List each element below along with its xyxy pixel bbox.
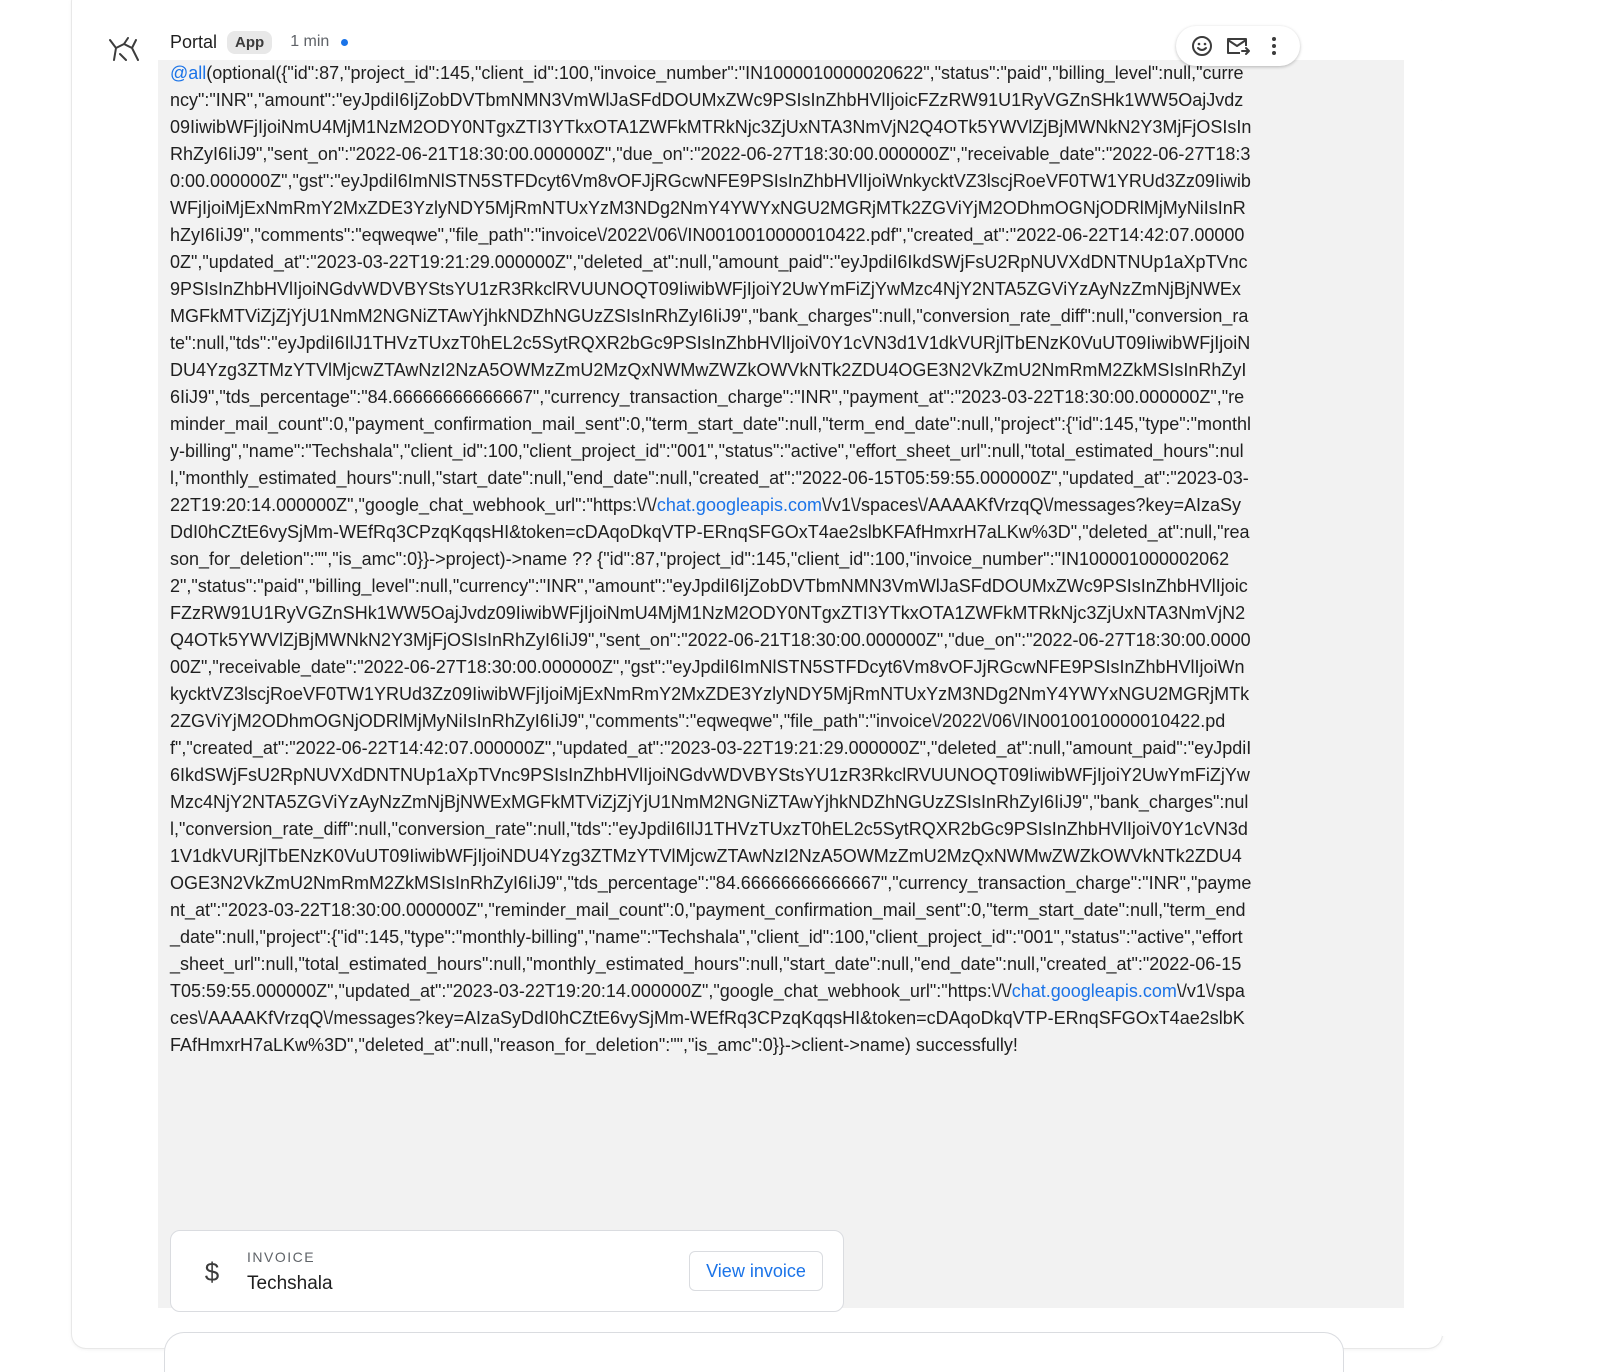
bot-avatar-icon[interactable] <box>104 30 144 70</box>
dollar-icon: $ <box>204 1257 220 1287</box>
forward-to-inbox-icon[interactable] <box>1224 32 1252 60</box>
view-invoice-button[interactable]: View invoice <box>689 1251 823 1291</box>
more-vert-icon[interactable] <box>1260 32 1288 60</box>
left-gutter <box>0 0 72 1336</box>
message-segment: \/v1\/spaces\/AAAAKfVrzqQ\/messages?key=AIzaSyDdI0hCZtE6vySjMm-WEfRq3CPzqKqqsHI&token=cDAqoDkqVTP-ERnqSFGOxT4ae2slbKFAfHmxrH7aLKw%3D","deleted_at":null,"reason_for_deletion":"","is_amc":0}}->client->name) successfully! <box>170 981 1245 1055</box>
message-timestamp: 1 min <box>290 33 330 50</box>
invoice-card <box>170 1230 844 1312</box>
invoice-label: INVOICE <box>247 1249 316 1265</box>
message-body <box>170 60 1252 1059</box>
message-header <box>170 28 348 56</box>
unread-dot-icon <box>341 39 348 46</box>
invoice-project-name: Techshala <box>247 1273 333 1294</box>
emoji-icon[interactable] <box>1188 32 1216 60</box>
right-gutter <box>1442 0 1616 1336</box>
message-link[interactable]: chat.googleapis.com <box>656 495 823 515</box>
message-segment: (optional({"id":87,"project_id":145,"client_id":100,"invoice_number":"IN1000010000020622","status":"paid","billing_level":null,"currency":"INR","amount":"eyJpdiI6IjZobDVTbmNMN3VmWlJaSFdDOUMxZWc9PSIsInZhbHVlIjoicFZzRW91U1RyVGZnSHk1WW5OajJvdz09IiwibWFjIjoiNmU4MjM1NzM2ODY0NTgxZTI3YTkxOTA1ZWFkMTRkNjc3ZjUxNTA3NmVjN2Q4OTk5YWVlZjBjMWNkN2Y3MjFjOSIsInRhZyI6IiJ9","sent_on":"2022-06-21T18:30:00.000000Z","due_on":"2022-06-27T18:30:00.000000Z","receivable_date":"2022-06-27T18:30:00.000000Z","gst":"eyJpdiI6ImNlSTN5STFDcyt6Vm8vOFJjRGcwNFE9PSIsInZhbHVlIjoiWnkycktVZ3lscjRoeVF0TW1YRUd3Zz09IiwibWFjIjoiMjExNmRmY2MxZDE3YzlyNDY5MjRmNTUxYzM3NDg2NmY4YWYxNGU2MGRjMTk2ZGViYjM2ODhmOGNjODRlMjMyNiIsInRhZyI6IiJ9","comments":"eqweqwe","file_path":"invoice\/2022\/06\/IN0010010000010422.pdf","created_at":"2022-06-22T14:42:07.000000Z","updated_at":"2023-03-22T19:21:29.000000Z","deleted_at":null,"amount_paid":"eyJpdiI6IkdSWjFsU2RpNUVXdDNTNUp1aXpTVnc9PSIsInZhbHVlIjoiNGdvWDVBYStsYU1zR3RkclRVUUNOQT09IiwibWFjIjoiY2UwYmFiZjYwMzc4NjY2NTA5ZGViYzAyNzZmNjBjNWExMGFkMTViZjZjYjU1NmM2NGNiZTAwYjhkNDZhNGUzZSIsInRhZyI6IiJ9","bank_charges":null,"conversion_rate_diff":null,"conversion_rate":null,"tds":"eyJpdiI6IlJ1THVzTUxzT0hEL2c5SytRQXR2bGc9PSIsInZhbHVlIjoiV0Y1cVN3d1V1dkVURjlTbENzK0VuUT09IiwibWFjIjoiNDU4Yzg3ZTMzYTVlMjcwZTAwNzI2NzA5OWMzZmU2MzQxNWMwZWZkOWVkNTk2ZDU4OGE3N2VkZmU2NmRmM2ZkMSIsInRhZyI6IiJ9","tds_percentage":"84.66666666666667","currency_transaction_charge":"INR","payment_at":"2023-03-22T18:30:00.000000Z","reminder_mail_count":0,"payment_confirmation_mail_sent":0,"term_start_date":null,"term_end_date":null,"project":{"id":145,"type":"monthly-billing","name":"Techshala","client_id":100,"client_project_id":"001","status":"active","effort_sheet_url":null,"total_estimated_hours":null,"monthly_estimated_hours":null,"start_date":null,"end_date":null,"created_at":"2022-06-15T05:59:55.000000Z","updated_at":"2023-03-22T19:20:14.000000Z","google_chat_webhook_url":"https:\/\/ <box>170 63 1252 515</box>
sender-name[interactable]: Portal <box>170 31 218 52</box>
app-badge: App <box>227 31 272 54</box>
reply-composer[interactable] <box>164 1332 1344 1372</box>
mention-all[interactable]: @all <box>170 63 207 83</box>
message-segment: \/v1\/spaces\/AAAAKfVrzqQ\/messages?key=AIzaSyDdI0hCZtE6vySjMm-WEfRq3CPzqKqqsHI&token=cDAqoDkqVTP-ERnqSFGOxT4ae2slbKFAfHmxrH7aLKw%3D","deleted_at":null,"reason_for_deletion":"","is_amc":0}}->project)->name ?? {"id":87,"project_id":145,"client_id":100,"invoice_number":"IN1000010000020622","status":"paid","billing_level":null,"currency":"INR","amount":"eyJpdiI6IjZobDVTbmNMN3VmWlJaSFdDOUMxZWc9PSIsInZhbHVlIjoicFZzRW91U1RyVGZnSHk1WW5OajJvdz09IiwibWFjIjoiNmU4MjM1NzM2ODY0NTgxZTI3YTkxOTA1ZWFkMTRkNjc3ZjUxNTA3NmVjN2Q4OTk5YWVlZjBjMWNkN2Y3MjFjOSIsInRhZyI6IiJ9","sent_on":"2022-06-21T18:30:00.000000Z","due_on":"2022-06-27T18:30:00.000000Z","receivable_date":"2022-06-27T18:30:00.000000Z","gst":"eyJpdiI6ImNlSTN5STFDcyt6Vm8vOFJjRGcwNFE9PSIsInZhbHVlIjoiWnkycktVZ3lscjRoeVF0TW1YRUd3Zz09IiwibWFjIjoiMjExNmRmY2MxZDE3YzlyNDY5MjRmNTUxYzM3NDg2NmY4YWYxNGU2MGRjMTk2ZGViYjM2ODhmOGNjODRlMjMyNiIsInRhZyI6IiJ9","comments":"eqweqwe","file_path":"invoice\/2022\/06\/IN0010010000010422.pdf","created_at":"2022-06-22T14:42:07.000000Z","updated_at":"2023-03-22T19:21:29.000000Z","deleted_at":null,"amount_paid":"eyJpdiI6IkdSWjFsU2RpNUVXdDNTNUp1aXpTVnc9PSIsInZhbHVlIjoiNGdvWDVBYStsYU1zR3RkclRVUUNOQT09IiwibWFjIjoiY2UwYmFiZjYwMzc4NjY2NTA5ZGViYzAyNzZmNjBjNWExMGFkMTViZjZjYjU1NmM2NGNiZTAwYjhkNDZhNGUzZSIsInRhZyI6IiJ9","bank_charges":null,"conversion_rate_diff":null,"conversion_rate":null,"tds":"eyJpdiI6IlJ1THVzTUxzT0hEL2c5SytRQXR2bGc9PSIsInZhbHVlIjoiV0Y1cVN3d1V1dkVURjlTbENzK0VuUT09IiwibWFjIjoiNDU4Yzg3ZTMzYTVlMjcwZTAwNzI2NzA5OWMzZmU2MzQxNWMwZWZkOWVkNTk2ZDU4OGE3N2VkZmU2NmRmM2ZkMSIsInRhZyI6IiJ9","tds_percentage":"84.66666666666667","currency_transaction_charge":"INR","payment_at":"2023-03-22T18:30:00.000000Z","reminder_mail_count":0,"payment_confirmation_mail_sent":0,"term_start_date":null,"term_end_date":null,"project":{"id":145,"type":"monthly-billing","name":"Techshala","client_id":100,"client_project_id":"001","status":"active","effort_sheet_url":null,"total_estimated_hours":null,"monthly_estimated_hours":null,"start_date":null,"end_date":null,"created_at":"2022-06-15T05:59:55.000000Z","updated_at":"2023-03-22T19:20:14.000000Z","google_chat_webhook_url":"https:\/\/ <box>170 495 1252 1001</box>
message-link[interactable]: chat.googleapis.com <box>1011 981 1177 1001</box>
